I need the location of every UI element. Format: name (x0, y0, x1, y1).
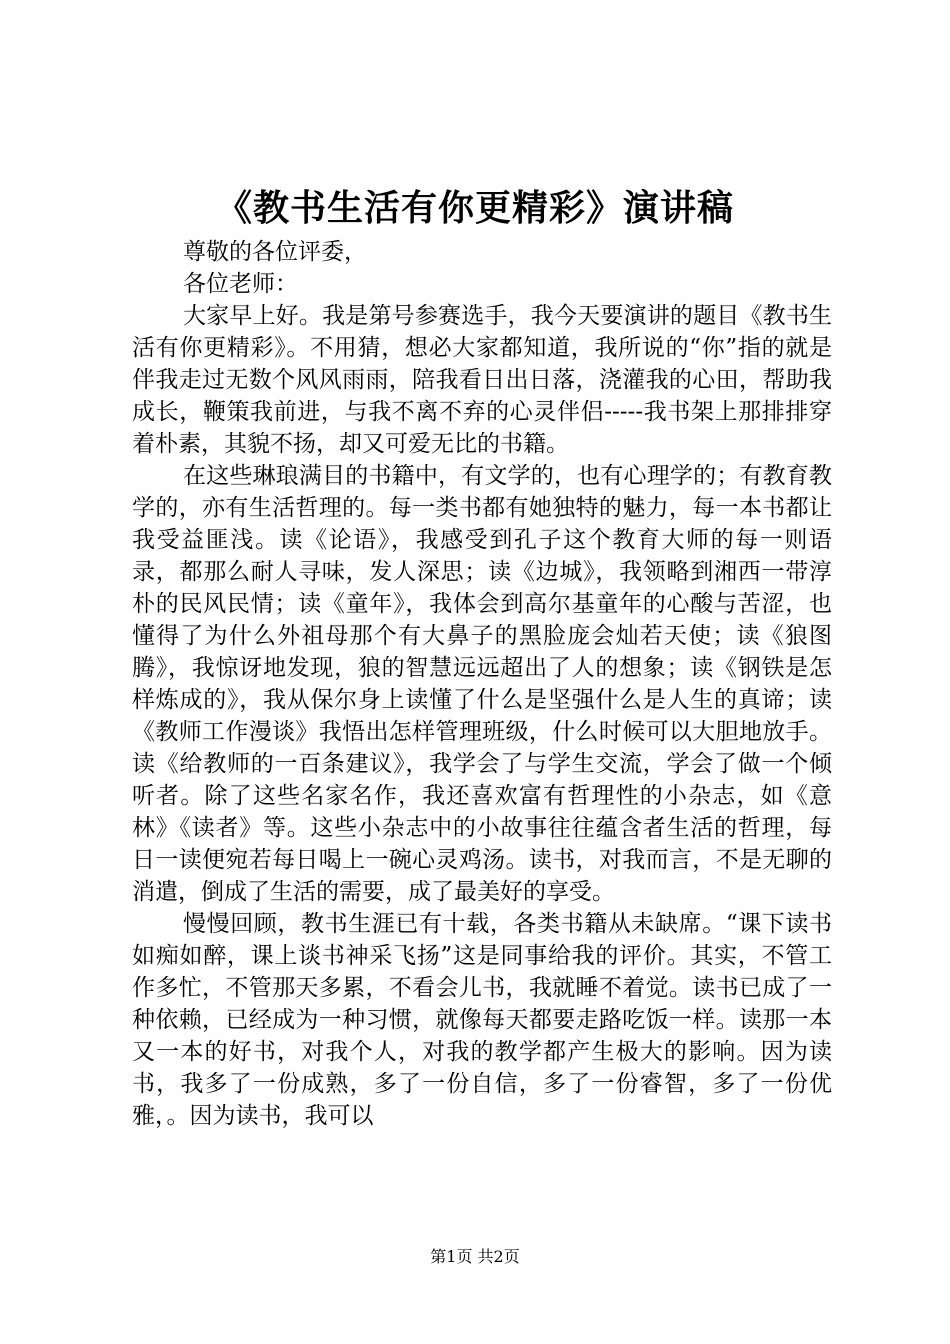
page-number-footer: 第1页 共2页 (430, 1247, 520, 1266)
document-body (132, 236, 832, 1132)
paragraph-2: 在这些琳琅满目的书籍中，有文学的，也有心理学的；有教育教学的，亦有生活哲理的。每一类书都有她独特的魅力，每一本书都让我受益匪浅。读《论语》，我感受到孔子这个教育大师的每一则语录，都那么耐人寻味，发人深思；读《边城》，我领略到湘西一带淳朴的民风民情；读《童年》，我体会到高尔基童年的心酸与苦涩，也懂得了为什么外祖母那个有大鼻子的黑脸庞会灿若天使；读《狼图腾》，我惊讶地发现，狼的智慧远远超出了人的想象；读《钢铁是怎样炼成的》，我从保尔身上读懂了什么是坚强什么是人生的真谛；读《教师工作漫谈》我悟出怎样管理班级，什么时候可以大胆地放手。读《给教师的一百条建议》，我学会了与学生交流，学会了做一个倾听者。除了这些名家名作，我还喜欢富有哲理性的小杂志，如《意林》《读者》等。这些小杂志中的小故事往往蕴含者生活的哲理，每日一读便宛若每日喝上一碗心灵鸡汤。读书，对我而言，不是无聊的消遣，倒成了生活的需要，成了最美好的享受。 (132, 463, 832, 905)
salutation-line-1: 尊敬的各位评委， (183, 239, 367, 265)
document-title: 《教书生活有你更精彩》演讲稿 (215, 187, 734, 229)
paragraph-1: 大家早上好。我是第号参赛选手，我今天要演讲的题目《教书生活有你更精彩》。不用猜，想必大家都知道，我所说的“你”指的就是伴我走过无数个风风雨雨，陪我看日出日落，浇灌我的心田，帮助我成长，鞭策我前进，与我不离不弃的心灵伴侣-----我书架上那排排穿着朴素，其貌不扬，却又可爱无比的书籍。 (132, 303, 832, 457)
salutation-line-2: 各位老师： (183, 271, 298, 297)
paragraph-3: 慢慢回顾，教书生涯已有十载，各类书籍从未缺席。“课下读书如痴如醉，课上谈书神采飞扬”这是同事给我的评价。其实，不管工作多忙，不管那天多累，不看会儿书，我就睡不着觉。读书已成了一种依赖，已经成为一种习惯，就像每天都要走路吃饭一样。读那一本又一本的好书，对我个人，对我的教学都产生极大的影响。因为读书，我多了一份成熟，多了一份自信，多了一份睿智，多了一份优雅，。因为读书，我可以 (132, 911, 832, 1129)
